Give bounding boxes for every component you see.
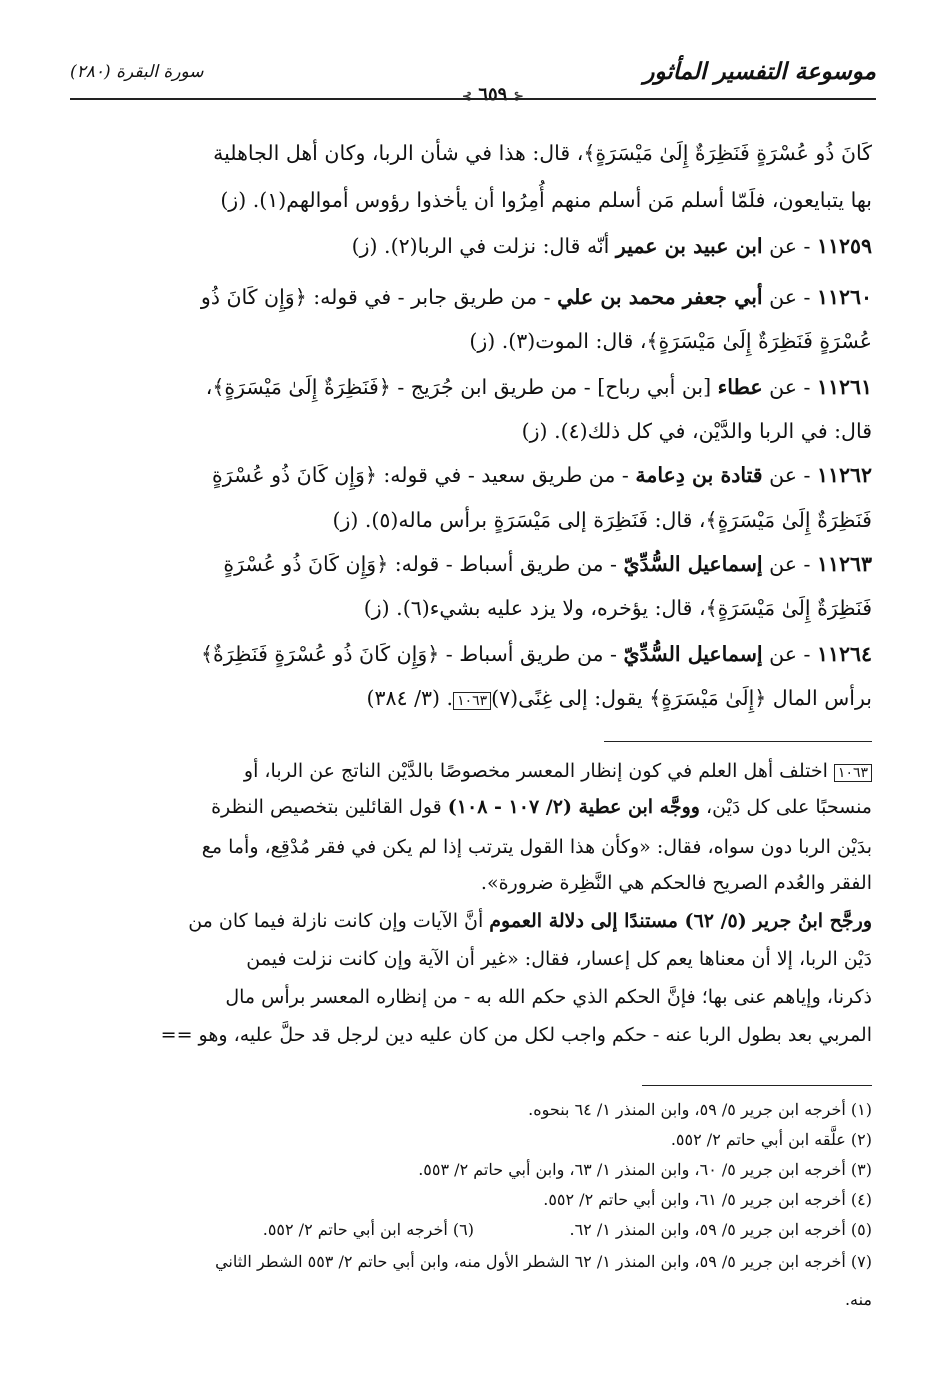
commentary-emphasis: ووجَّه ابن عطية (٢/ ١٠٧ - ١٠٨) bbox=[447, 796, 700, 818]
footnote: (٢) علَّقه ابن أبي حاتم ٢/ ٥٥٢. bbox=[670, 1130, 872, 1149]
text-segment: . (٣/ ٣٨٤) bbox=[366, 686, 454, 710]
narration-text: - من طريق سعيد - في قوله: ﴿وَإِن كَانَ ذُو عُسْرَةٍ bbox=[212, 463, 629, 487]
footnote: (٦) أخرجه ابن أبي حاتم ٢/ ٥٥٢. bbox=[262, 1220, 474, 1239]
narration-number: ١١٢٦٣ bbox=[816, 552, 872, 576]
page-number-text: ٦٥٩ bbox=[478, 84, 508, 105]
text-segment: برأس المال ﴿إِلَىٰ مَيْسَرَةٍ﴾ يقول: إلى غِنًى(٧) bbox=[491, 686, 872, 710]
narration-number: ١١٢٦١ bbox=[816, 375, 872, 399]
narrator-name: قتادة بن دِعامة bbox=[635, 463, 763, 487]
narrator-name: إسماعيل السُّدِّيّ bbox=[623, 552, 763, 576]
commentary-ref-box: ١٠٦٣ bbox=[453, 692, 491, 710]
commentary-line bbox=[211, 796, 872, 818]
commentary-emphasis: ورجَّح ابنُ جرير (٥/ ٦٢) مستندًا إلى دلالة العموم bbox=[489, 910, 872, 932]
page-header bbox=[70, 56, 876, 105]
narrator-name: إسماعيل السُّدِّيّ bbox=[623, 642, 763, 666]
narration-text: أنّه قال: نزلت في الربا(٢). (ز) bbox=[351, 234, 610, 258]
narration-line: ١١٢٦١ - عن عطاء [بن أبي رباح] - من طريق ابن جُرَيج - ﴿فَنَظِرَةٌ إِلَىٰ مَيْسَرَةٍ﴾، bbox=[205, 375, 872, 399]
text-line: عُسْرَةٍ فَنَظِرَةٌ إِلَىٰ مَيْسَرَةٍ﴾، قال: الموت(٣). (ز) bbox=[469, 329, 872, 353]
commentary-line: الفقر والعُدم الصريح فالحكم هي النَّظِرة ضرورة». bbox=[480, 872, 872, 894]
commentary-text: اختلف أهل العلم في كون إنظار المعسر مخصوصًا بالدَّيْن الناتج عن الربا، أو bbox=[243, 760, 828, 782]
narrator-name: ابن عبيد بن عمير bbox=[615, 234, 763, 258]
narration-number: ١١٢٦٤ bbox=[816, 642, 872, 666]
narration-text: [بن أبي رباح] - من طريق ابن جُرَيج - ﴿فَنَظِرَةٌ إِلَىٰ مَيْسَرَةٍ﴾، bbox=[205, 375, 712, 399]
footnote-continuation: منه. bbox=[844, 1290, 872, 1309]
narration-line: ١١٢٦٠ - عن أبي جعفر محمد بن علي - من طريق جابر - في قوله: ﴿وَإِن كَانَ ذُو bbox=[200, 285, 872, 309]
sura-title: سورة البقرة (٢٨٠) bbox=[70, 62, 204, 82]
narration-number: ١١٢٥٩ bbox=[816, 234, 872, 258]
commentary-separator bbox=[604, 741, 872, 742]
text-line: فَنَظِرَةٌ إِلَىٰ مَيْسَرَةٍ﴾، قال: فَنَظِرَة إلى مَيْسَرَةٍ برأس ماله(٥). (ز) bbox=[332, 508, 872, 532]
narration-line: ١١٢٥٩ - عن ابن عبيد بن عمير أنّه قال: نزلت في الربا(٢). (ز) bbox=[351, 234, 872, 258]
commentary-line bbox=[188, 910, 872, 932]
text-line: كَانَ ذُو عُسْرَةٍ فَنَظِرَةٌ إِلَىٰ مَيْسَرَةٍ﴾، قال: هذا في شأن الربا، وكان أهل الجاهلية bbox=[213, 141, 872, 165]
footnote-separator bbox=[642, 1085, 872, 1086]
footnote: (٣) أخرجه ابن جرير ٥/ ٦٠، وابن المنذر ١/ ٦٣، وابن أبي حاتم ٢/ ٥٥٣. bbox=[418, 1160, 872, 1179]
commentary-line: المربي بعد بطول الربا عنه - حكم واجب لكل من كان عليه دين لرجل قد حلَّ عليه، وهو == bbox=[160, 1024, 872, 1046]
footnote: (٤) أخرجه ابن جرير ٥/ ٦١، وابن أبي حاتم ٢/ ٥٥٢. bbox=[543, 1190, 872, 1209]
narration-text: - من طريق جابر - في قوله: ﴿وَإِن كَانَ ذُو bbox=[200, 285, 551, 309]
page-number bbox=[462, 84, 524, 105]
narration-number: ١١٢٦٠ bbox=[816, 285, 872, 309]
text-line: قال: في الربا والدَّيْن، في كل ذلك(٤). (ز) bbox=[521, 419, 872, 443]
ornament-icon: ⊱ bbox=[462, 89, 473, 103]
commentary-line: دَيْن الربا، إلا أن معناها يعم كل إعسار، فقال: «غير أن الآية وإن كانت نزلت فيمن bbox=[246, 948, 872, 970]
footnote: (٧) أخرجه ابن جرير ٥/ ٥٩، وابن المنذر ١/ ٦٢ الشطر الأول منه، وابن أبي حاتم ٢/ ٥٥٣ الشطر الثاني bbox=[215, 1252, 872, 1271]
commentary-line: ذكرنا، وإياهم عنى بها؛ فإنَّ الحكم الذي حكم الله به - من إنظاره المعسر برأس مال bbox=[225, 986, 872, 1008]
commentary-line bbox=[244, 760, 872, 782]
narrator-name: عطاء bbox=[717, 375, 763, 399]
commentary-text: قول القائلين بتخصيص النظرة bbox=[211, 796, 448, 818]
footnote: (١) أخرجه ابن جرير ٥/ ٥٩، وابن المنذر ١/ ٦٤ بنحوه. bbox=[528, 1100, 872, 1119]
narration-line: ١١٢٦٣ - عن إسماعيل السُّدِّيّ - من طريق أسباط - قوله: ﴿وَإِن كَانَ ذُو عُسْرَةٍ bbox=[223, 552, 872, 576]
commentary-number-box: ١٠٦٣ bbox=[834, 764, 872, 782]
footnote: (٥) أخرجه ابن جرير ٥/ ٥٩، وابن المنذر ١/ ٦٢. bbox=[569, 1220, 872, 1239]
book-title: موسوعة التفسير المأثور bbox=[643, 58, 876, 85]
commentary-text: منسحبًا على كل دَيْن، bbox=[699, 796, 872, 818]
narration-line: ١١٢٦٢ - عن قتادة بن دِعامة - من طريق سعيد - في قوله: ﴿وَإِن كَانَ ذُو عُسْرَةٍ bbox=[212, 463, 872, 487]
text-line: بها يتبايعون، فلَمّا أسلم مَن أسلم منهم أُمِرُوا أن يأخذوا رؤوس أموالهم(١). (ز) bbox=[220, 188, 872, 212]
narrator-name: أبي جعفر محمد بن علي bbox=[557, 285, 763, 309]
commentary-line: بدَيْن الربا دون سواه، فقال: «وكأن هذا القول يترتب إذا لم يكن في فقر مُدْقِع، وأما مع bbox=[201, 836, 872, 858]
text-line bbox=[367, 686, 872, 710]
narration-line: ١١٢٦٤ - عن إسماعيل السُّدِّيّ - من طريق أسباط - ﴿وَإِن كَانَ ذُو عُسْرَةٍ فَنَظِرَةٌ﴾ bbox=[201, 642, 872, 666]
narration-number: ١١٢٦٢ bbox=[816, 463, 872, 487]
header-rule bbox=[70, 98, 876, 100]
text-line: فَنَظِرَةٌ إِلَىٰ مَيْسَرَةٍ﴾، قال: يؤخره، ولا يزد عليه بشيء(٦). (ز) bbox=[363, 596, 872, 620]
narration-text: - من طريق أسباط - ﴿وَإِن كَانَ ذُو عُسْرَةٍ فَنَظِرَةٌ﴾ bbox=[201, 642, 617, 666]
commentary-text: أنَّ الآيات وإن كانت نازلة فيما كان من bbox=[188, 910, 490, 932]
narration-text: - من طريق أسباط - قوله: ﴿وَإِن كَانَ ذُو عُسْرَةٍ bbox=[223, 552, 617, 576]
ornament-icon: ⊰ bbox=[513, 89, 524, 103]
